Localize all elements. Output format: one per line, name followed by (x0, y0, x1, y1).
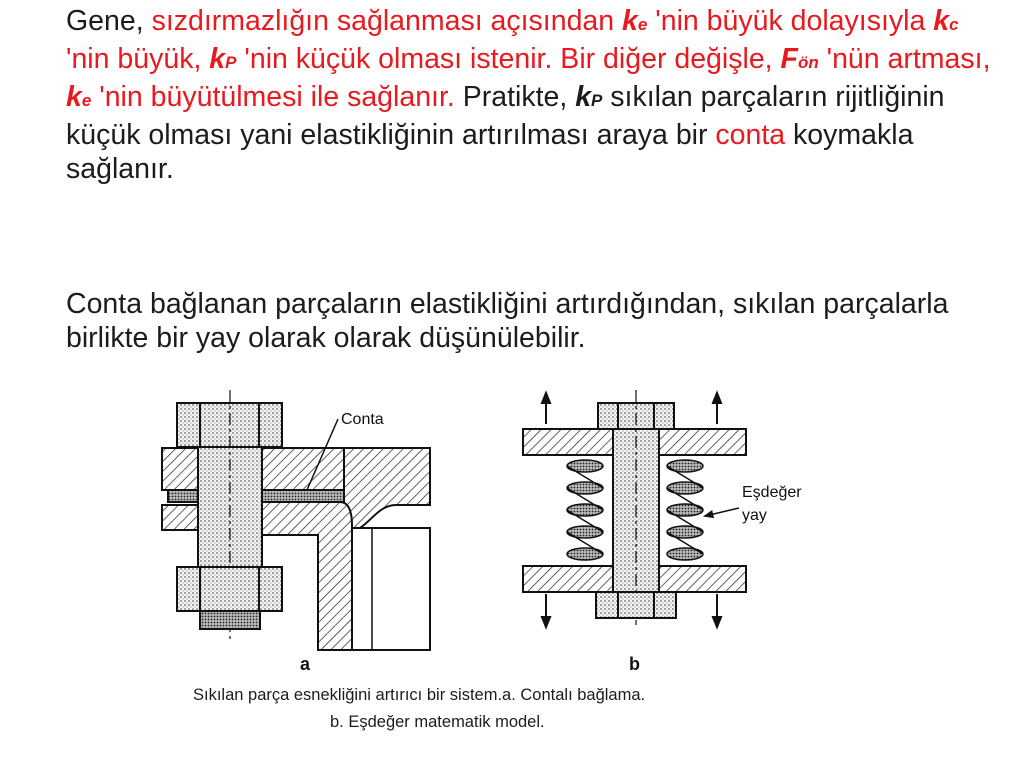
text-segment: koymakla sağlanır. (66, 119, 914, 185)
symbol-fon-subscript: ön (797, 53, 819, 72)
label-b: b (629, 654, 640, 674)
figure-caption-line-1: Sıkılan parça esnekliğini artırıcı bir sistem.a. Contalı bağlama. (193, 686, 646, 704)
symbol-kc: k (933, 5, 950, 37)
figure-b-drawing (523, 390, 746, 627)
label-esdeger: Eşdeğer (742, 484, 802, 501)
symbol-kp-subscript: P (225, 53, 237, 72)
red-text-segment: 'nin büyük dolayısıyla (647, 5, 934, 37)
figure-a-drawing (162, 390, 430, 650)
label-conta: Conta (341, 411, 384, 428)
symbol-kp-subscript: P (591, 91, 603, 110)
symbol-fon: F (780, 43, 798, 75)
red-text-segment: 'nün artması, (818, 43, 991, 75)
symbol-ke-subscript: e (637, 15, 648, 34)
red-text-segment: 'nin büyütülmesi ile sağlanır. (91, 81, 455, 113)
text-segment: Gene, (66, 5, 152, 37)
paragraph-2: Conta bağlanan parçaların elastikliğini artırdığından, sıkılan parçalarla birlikte bir yay olarak olarak düşünülebilir. (66, 288, 949, 354)
text-segment: sıkılan parçaların rijitliğinin küçük olması yani elastikliğinin artırılması araya bir (66, 81, 945, 151)
symbol-kc-subscript: c (949, 15, 959, 34)
symbol-ke: k (622, 5, 638, 37)
red-text-segment: conta (715, 119, 786, 151)
red-text-segment: 'nin büyük, (66, 43, 210, 75)
symbol-ke: k (66, 81, 82, 113)
symbol-kp: k (575, 81, 592, 113)
label-a: a (300, 654, 311, 674)
symbol-ke-subscript: e (81, 91, 92, 110)
figure-caption-line-2: b. Eşdeğer matematik model. (330, 713, 545, 731)
label-yay: yay (742, 507, 767, 524)
symbol-kp: k (209, 43, 226, 75)
red-text-segment: 'nin küçük olması istenir. Bir diğer değişle, (236, 43, 781, 75)
red-text-segment: sızdırmazlığın sağlanması açısından (151, 5, 623, 37)
text-segment: Pratikte, (454, 81, 576, 113)
